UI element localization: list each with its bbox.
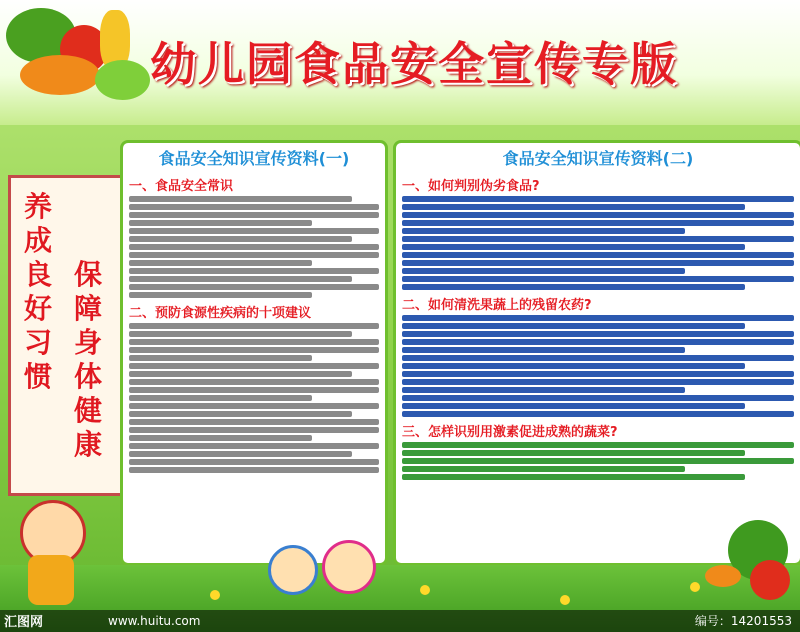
- text-line: [402, 244, 745, 250]
- carrot-decoration: [705, 565, 741, 587]
- text-line: [402, 323, 745, 329]
- text-line: [129, 371, 352, 377]
- text-line: [129, 236, 352, 242]
- poster-title: 幼儿园食品安全宣传专版: [150, 37, 678, 91]
- info-panel-two: [393, 140, 800, 566]
- text-line: [402, 355, 794, 361]
- cartoon-kid-center-2: [322, 540, 376, 594]
- text-line: [402, 220, 794, 226]
- text-line: [402, 276, 794, 282]
- text-line: [129, 363, 379, 369]
- text-line: [129, 419, 379, 425]
- text-line: [129, 331, 352, 337]
- text-line: [129, 284, 379, 290]
- text-line: [129, 339, 379, 345]
- text-line: [402, 458, 794, 464]
- section-heading: 二、如何清洗果蔬上的残留农药?: [402, 298, 592, 313]
- text-line: [129, 220, 312, 226]
- slogan-box: [8, 175, 124, 496]
- text-line: [402, 315, 794, 321]
- text-line: [129, 427, 379, 433]
- text-line: [402, 331, 794, 337]
- section-heading: 一、如何判别伪劣食品?: [402, 179, 540, 194]
- text-line: [402, 379, 794, 385]
- text-line: [402, 347, 685, 353]
- text-line: [129, 451, 352, 457]
- text-line: [402, 252, 794, 258]
- text-line: [129, 379, 379, 385]
- text-line: [129, 292, 312, 298]
- flower-decoration: [560, 595, 570, 605]
- cartoon-boy-left-body: [28, 555, 74, 605]
- text-line: [129, 387, 379, 393]
- text-line: [129, 276, 352, 282]
- text-line: [402, 236, 794, 242]
- text-line: [402, 260, 794, 266]
- text-line: [129, 395, 312, 401]
- text-line: [402, 466, 685, 472]
- text-line: [129, 355, 312, 361]
- slogan-left: 养成良好习惯: [23, 190, 52, 393]
- text-line: [129, 244, 379, 250]
- text-line: [402, 284, 745, 290]
- flower-decoration: [420, 585, 430, 595]
- text-line: [129, 323, 379, 329]
- flower-decoration: [210, 590, 220, 600]
- text-line: [402, 228, 685, 234]
- tomato-decoration: [750, 560, 790, 600]
- text-line: [129, 212, 379, 218]
- text-line: [129, 467, 379, 473]
- text-line: [402, 204, 745, 210]
- section-heading: 三、怎样识别用激素促进成熟的蔬菜?: [402, 425, 618, 440]
- text-line: [402, 395, 794, 401]
- pepper-decoration: [20, 55, 100, 95]
- text-line: [402, 268, 685, 274]
- text-line: [129, 403, 379, 409]
- panel-two-title: 食品安全知识宣传资料(二): [502, 149, 694, 168]
- watermark-id: 编号：14201553: [694, 614, 792, 628]
- text-line: [129, 204, 379, 210]
- watermark-logo: www.huitu.com: [108, 614, 201, 628]
- text-line: [402, 450, 745, 456]
- text-line: [129, 443, 379, 449]
- text-line: [129, 347, 379, 353]
- text-line: [129, 252, 379, 258]
- text-line: [402, 196, 794, 202]
- watermark-site: 汇图网: [4, 615, 44, 630]
- section-heading: 一、食品安全常识: [129, 179, 234, 194]
- text-line: [402, 411, 794, 417]
- flower-decoration: [690, 582, 700, 592]
- text-line: [129, 260, 312, 266]
- section-heading: 二、预防食源性疾病的十项建议: [129, 306, 312, 321]
- text-line: [402, 442, 794, 448]
- text-line: [129, 411, 352, 417]
- panel-one-title: 食品安全知识宣传资料(一): [158, 149, 350, 168]
- text-line: [402, 387, 685, 393]
- text-line: [402, 474, 745, 480]
- text-line: [129, 196, 352, 202]
- text-line: [402, 371, 794, 377]
- text-line: [129, 268, 379, 274]
- text-line: [402, 363, 745, 369]
- text-line: [402, 212, 794, 218]
- text-line: [129, 435, 312, 441]
- cartoon-kid-center-1: [268, 545, 318, 595]
- lettuce-decoration: [95, 60, 150, 100]
- info-panel-one: [120, 140, 388, 566]
- text-line: [129, 228, 379, 234]
- text-line: [129, 459, 379, 465]
- text-line: [402, 339, 794, 345]
- text-line: [402, 403, 745, 409]
- slogan-right: 保障身体健康: [73, 258, 102, 461]
